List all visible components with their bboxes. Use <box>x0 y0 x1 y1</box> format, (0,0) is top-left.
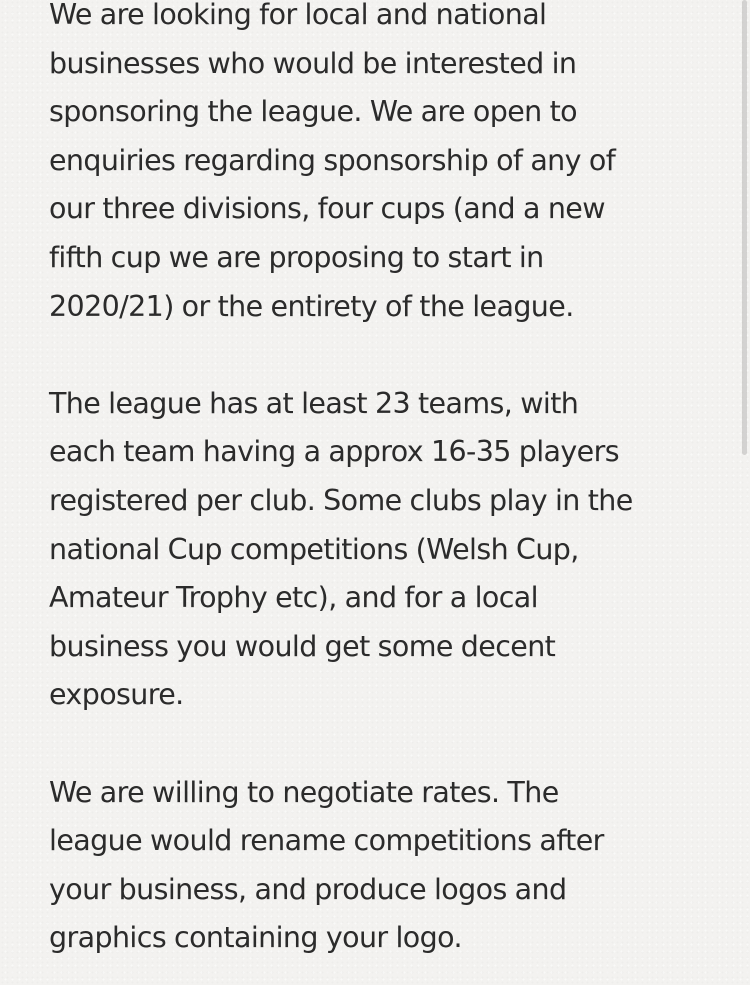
text-line: We are willing to negotiate rates. The <box>49 775 559 809</box>
text-line: league would rename competitions after <box>49 824 604 858</box>
text-line: business you would get some decent <box>49 629 556 663</box>
text-line: your business, and produce logos and <box>49 872 567 906</box>
text-line: graphics containing your logo. <box>49 921 462 955</box>
text-line: sponsoring the league. We are open to <box>49 95 577 129</box>
text-line: each team having a approx 16-35 players <box>49 435 619 469</box>
text-line: our three divisions, four cups (and a new <box>49 192 605 226</box>
text-line: businesses who would be interested in <box>49 46 577 80</box>
note-body <box>49 0 739 963</box>
text-line: The league has at least 23 teams, with <box>49 386 579 420</box>
paragraph-rates <box>49 769 739 963</box>
text-line: national Cup competitions (Welsh Cup, <box>49 532 579 566</box>
text-line: fifth cup we are proposing to start in <box>49 240 544 274</box>
scrollbar-thumb[interactable] <box>742 0 747 455</box>
text-line: Amateur Trophy etc), and for a local <box>49 581 538 615</box>
paragraph-league-details <box>49 380 739 720</box>
text-line: enquiries regarding sponsorship of any of <box>49 143 616 177</box>
text-line: exposure. <box>49 678 184 712</box>
text-line: We are looking for local and national <box>49 0 547 31</box>
paragraph-sponsorship-intro <box>49 0 739 331</box>
text-line: 2020/21) or the entirety of the league. <box>49 289 574 323</box>
text-line: registered per club. Some clubs play in the <box>49 483 633 517</box>
